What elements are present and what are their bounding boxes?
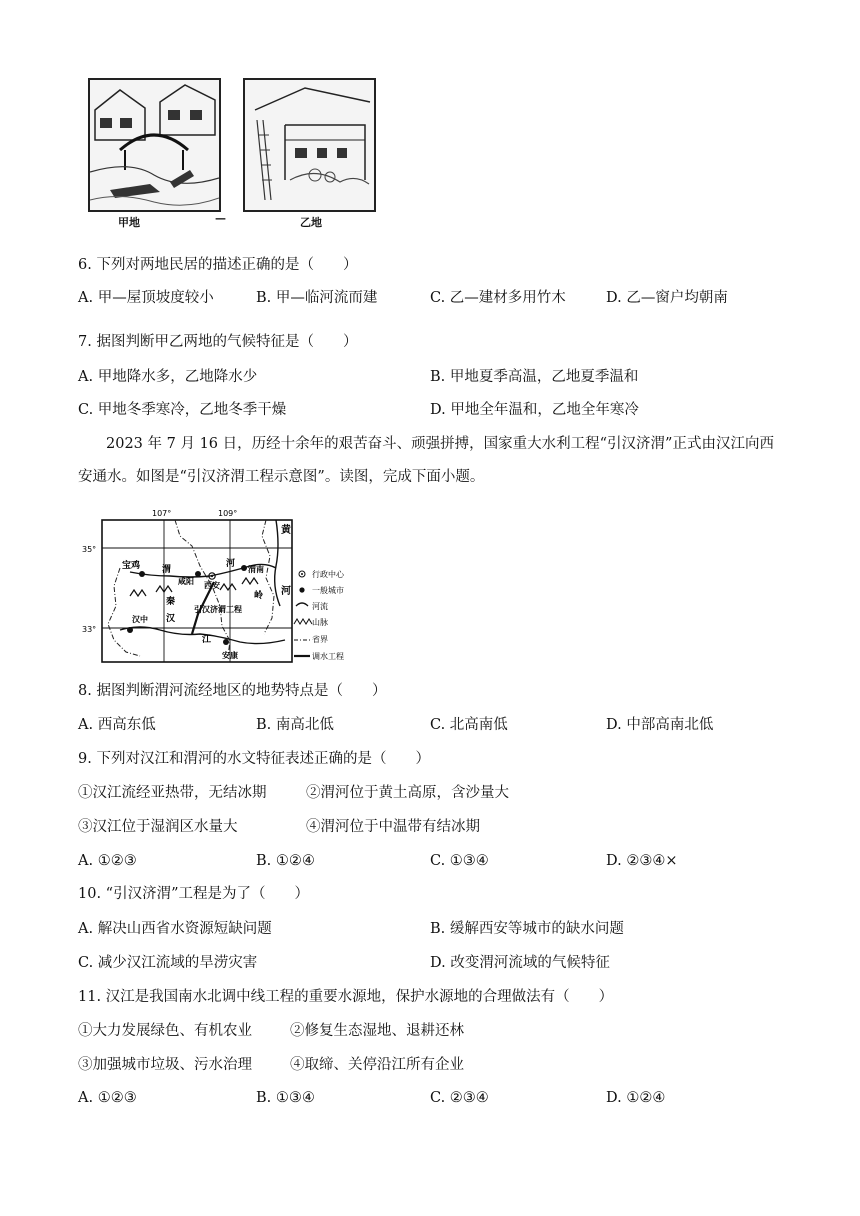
map-label-hanzhong: 汉中: [132, 615, 148, 624]
q9-statement-1: ①汉江流经亚热带，无结冰期: [78, 785, 267, 801]
q8-option-b[interactable]: B. 南高北低: [256, 717, 334, 733]
q6-option-b[interactable]: B. 甲—临河流而建: [256, 290, 378, 306]
yi-sketch-drawing: [245, 80, 374, 210]
lat-35-label: 35°: [82, 545, 97, 554]
map-label-wei: 渭: [162, 565, 172, 575]
q11-option-a[interactable]: A. ①②③: [78, 1090, 137, 1106]
q6-option-c[interactable]: C. 乙—建材多用竹木: [430, 290, 566, 306]
q10-option-b[interactable]: B. 缓解西安等城市的缺水问题: [430, 921, 624, 937]
q10-stem: 10. “引汉济渭”工程是为了（ ）: [78, 886, 309, 902]
q11-statement-3: ③加强城市垃圾、污水治理: [78, 1057, 252, 1073]
map-label-xian: 西安: [204, 581, 220, 590]
legend-river: 河流: [312, 602, 328, 611]
q9-option-a[interactable]: A. ①②③: [78, 853, 137, 869]
q7-option-a[interactable]: A. 甲地降水多，乙地降水少: [78, 369, 258, 385]
map-label-ling: 岭: [254, 591, 264, 601]
lat-33-label: 33°: [82, 625, 97, 634]
yi-sketch: [243, 78, 376, 212]
q10-option-d[interactable]: D. 改变渭河流域的气候特征: [430, 955, 610, 971]
q9-option-c[interactable]: C. ①③④: [430, 853, 489, 869]
q6-option-a[interactable]: A. 甲—屋顶坡度较小: [78, 290, 214, 306]
map-label-jiang: 江: [202, 635, 212, 645]
q10-option-a[interactable]: A. 解决山西省水资源短缺问题: [78, 921, 272, 937]
yinhan-map: [80, 506, 370, 666]
legend-city: 一般城市: [312, 586, 344, 595]
q11-statement-1: ①大力发展绿色、有机农业: [78, 1023, 252, 1039]
q9-statement-3: ③汉江位于湿润区水量大: [78, 819, 238, 835]
jia-caption: 甲地: [118, 216, 140, 229]
q11-option-c[interactable]: C. ②③④: [430, 1090, 489, 1106]
q7-option-d[interactable]: D. 甲地全年温和，乙地全年寒冷: [430, 402, 639, 418]
map-label-qin: 秦: [166, 597, 176, 607]
q11-stem: 11. 汉江是我国南水北调中线工程的重要水源地，保护水源地的合理做法有（ ）: [78, 989, 614, 1005]
intro-line-2: 安通水。如图是“引汉济渭工程示意图”。读图，完成下面小题。: [78, 469, 485, 485]
q9-option-d[interactable]: D. ②③④×: [606, 853, 678, 869]
caption-separator: —: [215, 212, 226, 225]
lon-109-label: 109°: [218, 509, 238, 518]
map-label-xianyang: 咸阳: [178, 577, 194, 586]
map-label-he2: 河: [226, 559, 236, 569]
q7-option-c[interactable]: C. 甲地冬季寒冷，乙地冬季干燥: [78, 402, 287, 418]
q8-option-d[interactable]: D. 中部高南北低: [606, 717, 714, 733]
legend-admin-center: 行政中心: [312, 570, 344, 579]
q9-statement-4: ④渭河位于中温带有结冰期: [306, 819, 480, 835]
jia-sketch: [88, 78, 221, 212]
map-label-huang: 黄: [281, 525, 291, 536]
map-label-he: 河: [281, 586, 291, 597]
map-label-baoji: 宝鸡: [122, 561, 141, 571]
q9-option-b[interactable]: B. ①②④: [256, 853, 315, 869]
map-legend: [294, 569, 345, 661]
yi-caption: 乙地: [300, 216, 322, 229]
q11-statement-2: ②修复生态湿地、退耕还林: [290, 1023, 464, 1039]
q7-option-b[interactable]: B. 甲地夏季高温，乙地夏季温和: [430, 369, 639, 385]
legend-diversion: 调水工程: [312, 652, 344, 661]
q11-option-b[interactable]: B. ①③④: [256, 1090, 315, 1106]
legend-boundary: 省界: [312, 635, 328, 644]
q8-option-c[interactable]: C. 北高南低: [430, 717, 508, 733]
q11-statement-4: ④取缔、关停沿江所有企业: [290, 1057, 464, 1073]
legend-mountain: 山脉: [312, 618, 328, 627]
map-label-ankang: 安康: [222, 651, 238, 660]
jia-sketch-drawing: [90, 80, 219, 210]
q8-option-a[interactable]: A. 西高东低: [78, 717, 156, 733]
intro-line-1: 2023 年 7 月 16 日，历经十余年的艰苦奋斗、顽强拼搏，国家重大水利工程“引汉济渭”正式由汉江向西: [106, 436, 774, 452]
yinhan-map-svg: [80, 506, 370, 666]
lon-107-label: 107°: [152, 509, 172, 518]
q9-statement-2: ②渭河位于黄土高原，含沙量大: [306, 785, 509, 801]
q6-stem: 6. 下列对两地民居的描述正确的是（ ）: [78, 257, 358, 273]
map-label-han: 汉: [166, 614, 176, 624]
q8-stem: 8. 据图判断渭河流经地区的地势特点是（ ）: [78, 683, 387, 699]
q6-option-d[interactable]: D. 乙—窗户均朝南: [606, 290, 728, 306]
map-label-weinan: 渭南: [248, 565, 264, 574]
q7-stem: 7. 据图判断甲乙两地的气候特征是（ ）: [78, 334, 358, 350]
q10-option-c[interactable]: C. 减少汉江流域的旱涝灾害: [78, 955, 258, 971]
q9-stem: 9. 下列对汉江和渭河的水文特征表述正确的是（ ）: [78, 751, 430, 767]
map-label-yinhan: 引汉济渭工程: [194, 605, 242, 614]
q11-option-d[interactable]: D. ①②④: [606, 1090, 666, 1106]
